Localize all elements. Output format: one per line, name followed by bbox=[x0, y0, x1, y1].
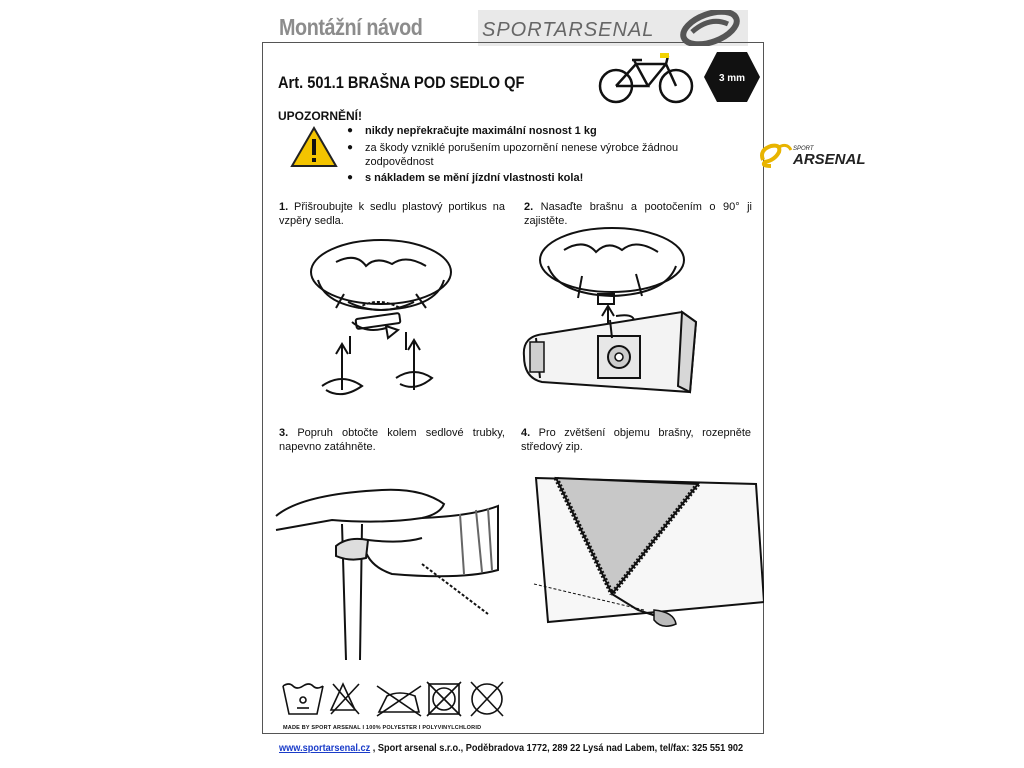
care-symbols bbox=[279, 672, 519, 722]
step-2-text: 2. Nasaďte brašnu a pootočením o 90° ji zajistěte. bbox=[524, 201, 752, 227]
warning-icon bbox=[290, 126, 338, 168]
step-3-illustration bbox=[272, 474, 512, 666]
page-title: Montážní návod bbox=[279, 14, 423, 40]
tool-size-label: 3 mm bbox=[718, 73, 746, 84]
side-logo-small: SPORT bbox=[793, 146, 814, 152]
warning-title: UPOZORNĚNÍ! bbox=[278, 109, 362, 123]
step-2-illustration bbox=[514, 216, 720, 408]
article-title: Art. 501.1 BRAŠNA POD SEDLO QF bbox=[278, 73, 525, 92]
hex-wrench-icon bbox=[702, 50, 762, 104]
company-address: , Sport arsenal s.r.o., Poděbradova 1772, 289 22 Lysá nad Labem, tel/fax: 325 551 902 bbox=[370, 743, 744, 754]
wash-icon bbox=[283, 684, 323, 714]
step-1-text: 1. Přišroubujte k sedlu plastový portikus na vzpěry sedla. bbox=[279, 201, 505, 227]
step-3-text: 3. Popruh obtočte kolem sedlové trubky, napevno zatáhněte. bbox=[279, 427, 505, 453]
side-logo-large: ARSENAL bbox=[793, 151, 866, 168]
website-link[interactable]: www.sportarsenal.cz bbox=[279, 743, 371, 754]
svg-text:SPORTARSENAL: SPORTARSENAL bbox=[482, 19, 655, 41]
step-1-illustration bbox=[296, 238, 466, 408]
side-brand-logo bbox=[757, 140, 881, 170]
no-iron-icon bbox=[377, 686, 421, 716]
made-by-label: MADE BY SPORT ARSENAL I 100% POLYESTER I POLYVINYLCHLORID bbox=[283, 725, 482, 731]
bicycle-icon bbox=[596, 50, 698, 106]
no-bleach-icon bbox=[331, 684, 359, 714]
step-4-text: 4. Pro zvětšení objemu brašny, rozepněte středový zip. bbox=[521, 427, 751, 453]
footer bbox=[279, 743, 743, 754]
step-4-illustration bbox=[528, 470, 764, 640]
no-dry-clean-icon bbox=[471, 682, 503, 716]
brand-logo bbox=[478, 10, 748, 46]
no-tumble-dry-icon bbox=[427, 682, 461, 716]
